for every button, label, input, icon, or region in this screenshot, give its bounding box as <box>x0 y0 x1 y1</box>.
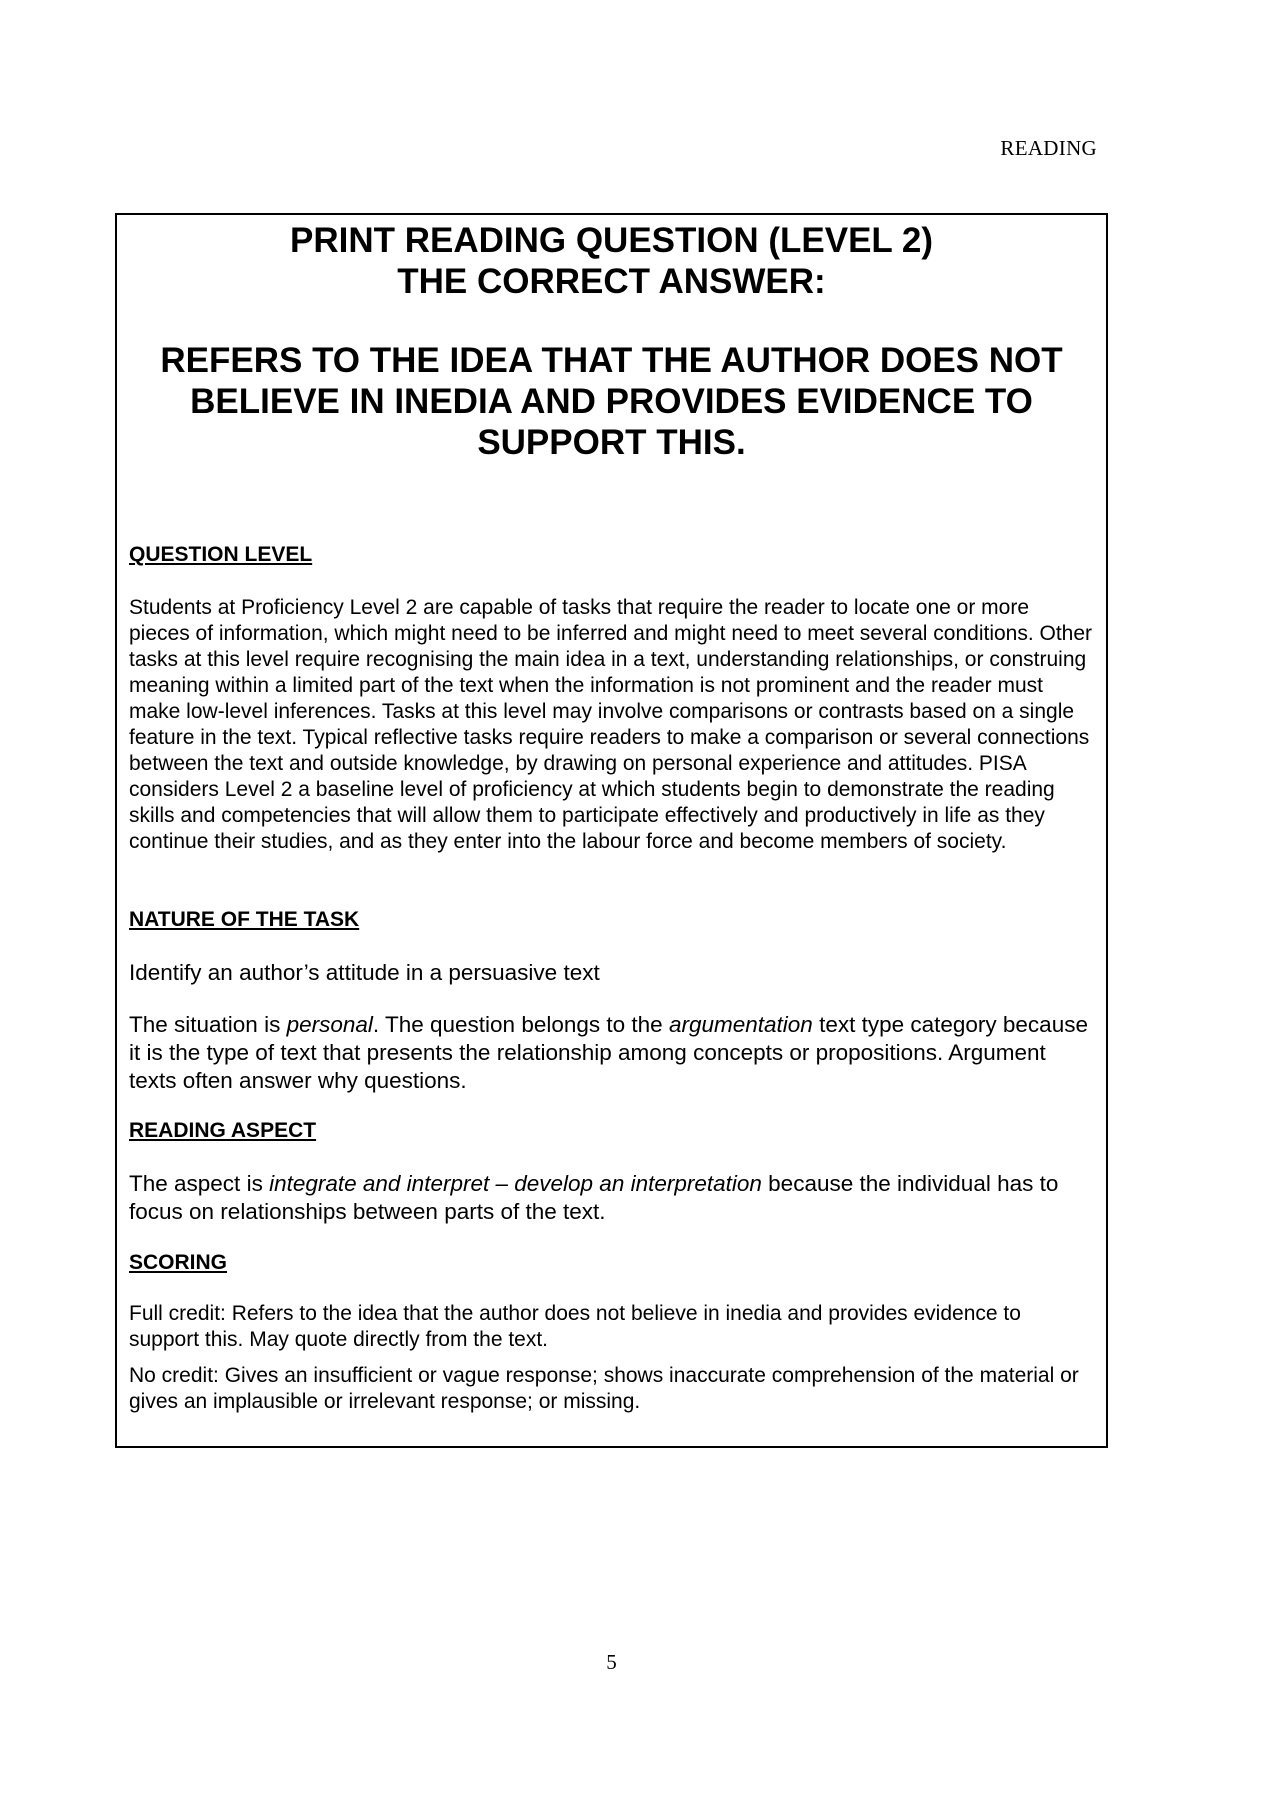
question-level-text: Students at Proficiency Level 2 are capable of tasks that require the reader to locate one or more pieces of information, which might need to be inferred and might need to meet several conditions. Other tasks at this level require recognising the main idea in a text, understanding relationships, or construing meaning within a limited part of the text when the information is not prominent and the reader must make low-level inferences. Tasks at this level may involve comparisons or contrasts based on a single feature in the text. Typical reflective tasks require readers to make a comparison or several connections between the text and outside knowledge, by drawing on personal experience and attitudes. PISA considers Level 2 a baseline level of proficiency at which students begin to demonstrate the reading skills and competencies that will allow them to participate effectively and productively in life as they continue their studies, and as they enter into the labour force and become members of society. <box>129 596 1093 853</box>
aspect-prefix: The aspect is <box>129 1171 270 1196</box>
no-credit-text: No credit: Gives an insufficient or vague response; shows inaccurate comprehension of the material or gives an implausible or irrelevant response; or missing. <box>129 1364 1079 1413</box>
nature-of-task-heading: NATURE OF THE TASK <box>129 908 360 931</box>
title-line-2: THE CORRECT ANSWER: <box>397 262 826 301</box>
reading-aspect-heading: READING ASPECT <box>129 1119 317 1142</box>
text-type: argumentation <box>668 1012 813 1037</box>
situation-middle: . The question belongs to the <box>372 1012 669 1037</box>
box-title <box>117 220 1106 302</box>
situation-value: personal <box>286 1012 373 1037</box>
reading-aspect-paragraph <box>129 1170 1094 1226</box>
nature-of-task-summary <box>129 959 1094 987</box>
aspect-suffix: because the individual has to focus on relationships between parts of the text. <box>129 1171 1059 1224</box>
situation-paragraph <box>129 1011 1094 1095</box>
question-level-heading: QUESTION LEVEL <box>129 543 313 566</box>
situation-prefix: The situation is <box>129 1012 287 1037</box>
full-credit-text: Full credit: Refers to the idea that the author does not believe in inedia and provides evidence to support this. May quote directly from the text. <box>129 1302 1021 1351</box>
task-summary-text: Identify an author’s attitude in a persuasive text <box>129 960 600 985</box>
scoring-heading: SCORING <box>129 1251 228 1274</box>
page-number: 5 <box>606 1650 617 1674</box>
running-header: READING <box>1000 136 1097 160</box>
answer-box <box>115 213 1108 1448</box>
situation-suffix: text type category because it is the type of text that presents the relationship among concepts or propositions. Argument texts often answer why questions. <box>129 1012 1088 1093</box>
aspect-value: integrate and interpret – develop an interpretation <box>269 1171 762 1196</box>
title-line-1: PRINT READING QUESTION (LEVEL 2) <box>289 221 934 260</box>
correct-answer: REFERS TO THE IDEA THAT THE AUTHOR DOES NOT BELIEVE IN INEDIA AND PROVIDES EVIDENCE TO SUPPORT THIS. <box>160 341 1063 462</box>
